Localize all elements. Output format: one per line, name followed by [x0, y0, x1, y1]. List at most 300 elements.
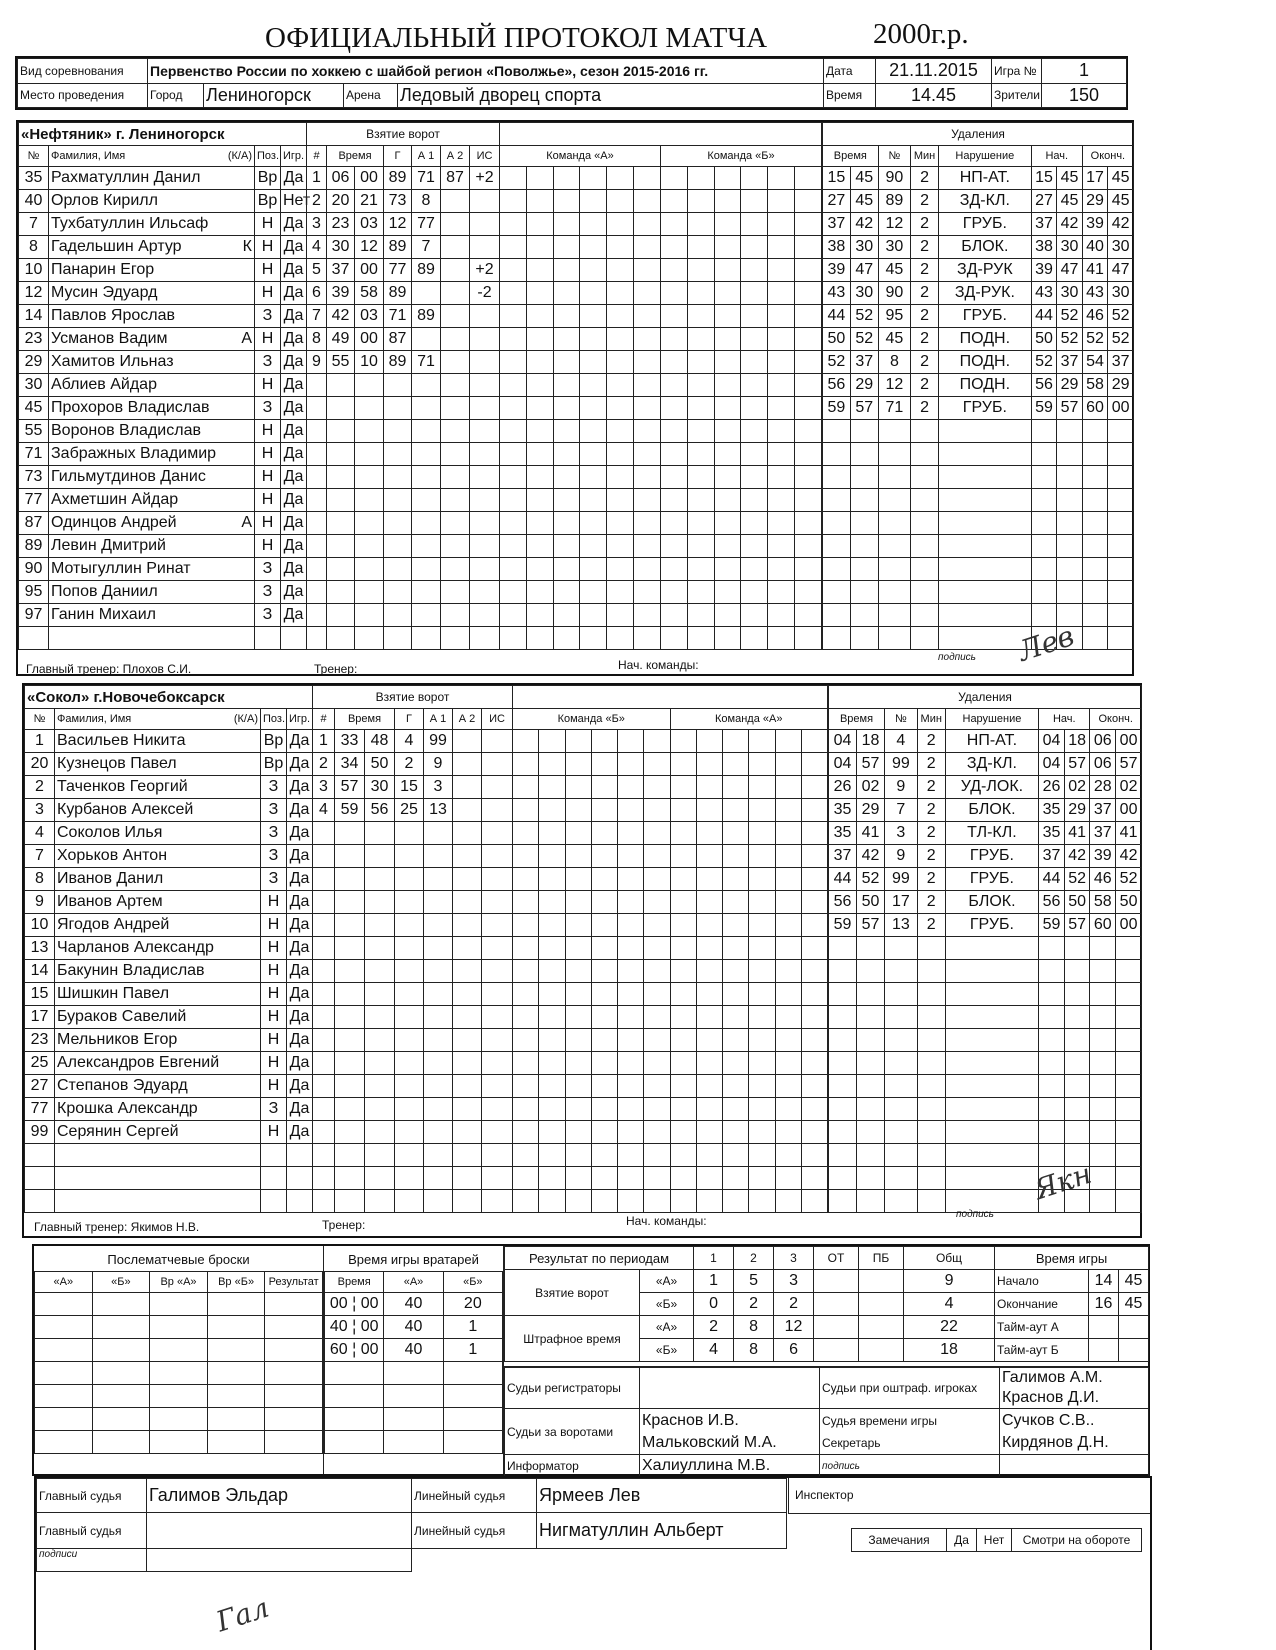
- empty-cell: [618, 1052, 644, 1075]
- penalty-n: 12: [878, 374, 910, 397]
- player-row: [25, 1121, 313, 1144]
- empty-cell: [565, 937, 591, 960]
- player-plays: Да: [281, 167, 307, 190]
- empty-cell: [768, 512, 795, 535]
- empty-cell: [775, 937, 801, 960]
- goal-a2: [441, 305, 470, 328]
- empty-cell: [539, 1098, 565, 1121]
- empty-cell: [917, 1190, 945, 1213]
- time-separator: ¦: [347, 1295, 361, 1312]
- penalty-row: [823, 282, 1134, 305]
- player-name: [49, 351, 255, 374]
- empty-cell: [885, 1098, 918, 1121]
- empty-cell: [823, 535, 851, 558]
- player-name-text: Усманов Вадим: [51, 330, 168, 347]
- empty-cell: [335, 1098, 365, 1121]
- empty-cell: [723, 1190, 749, 1213]
- empty-cell: [313, 1167, 335, 1190]
- empty-cell: [500, 351, 527, 374]
- player-plays: Да: [287, 1075, 313, 1098]
- empty-cell: [565, 1167, 591, 1190]
- empty-cell: [607, 397, 634, 420]
- empty-cell: [775, 868, 801, 891]
- penalty-row: [823, 558, 1134, 581]
- empty-cell: [795, 236, 822, 259]
- empty-cell: [539, 868, 565, 891]
- goal-row: [313, 1144, 513, 1167]
- empty-cell: [580, 305, 607, 328]
- penalty-min: 2: [911, 259, 939, 282]
- empty-cell: [526, 604, 553, 627]
- penalty-v: УД-ЛОК.: [945, 776, 1038, 799]
- empty-cell: [878, 512, 910, 535]
- goal-is: -2: [470, 282, 500, 305]
- penalty-tm: 35: [829, 822, 857, 845]
- empty-cell: [335, 937, 365, 960]
- empty-cell: [35, 1316, 93, 1339]
- empty-cell: [424, 1144, 453, 1167]
- empty-cell: [607, 420, 634, 443]
- empty-cell: [660, 213, 687, 236]
- empty-cell: [1082, 512, 1108, 535]
- player-name: [55, 753, 261, 776]
- main-ref-label-2: Главный судья: [37, 1513, 147, 1549]
- empty-cell: [35, 1385, 93, 1408]
- empty-cell: [513, 1190, 539, 1213]
- penalty-n: 9: [885, 776, 918, 799]
- penalty-row: [829, 960, 1142, 983]
- empty-cell: [660, 374, 687, 397]
- penalty-ts: 52: [850, 305, 878, 328]
- empty-cell: [1082, 443, 1108, 466]
- penalty-row: [829, 983, 1142, 1006]
- col-p-viol: Нарушение: [938, 146, 1031, 167]
- empty-cell: [591, 730, 617, 753]
- empty-cell: [857, 1029, 885, 1052]
- goal-a2: [441, 259, 470, 282]
- col-g-is: ИС: [470, 146, 500, 167]
- empty-cell: [1064, 1006, 1090, 1029]
- empty-cell: [35, 1431, 93, 1454]
- period-value: 12: [774, 1316, 814, 1339]
- player-row: [19, 489, 307, 512]
- player-plays: Да: [281, 489, 307, 512]
- empty-cell: [424, 845, 453, 868]
- goal-s: 00: [355, 259, 384, 282]
- empty-cell: [1082, 581, 1108, 604]
- empty-cell: [526, 374, 553, 397]
- empty-cell: [526, 236, 553, 259]
- penalty-tm: 37: [829, 845, 857, 868]
- empty-cell: [1039, 1029, 1065, 1052]
- empty-cell: [687, 535, 714, 558]
- empty-cell: [823, 466, 851, 489]
- empty-cell: [580, 259, 607, 282]
- empty-cell: [539, 1029, 565, 1052]
- empty-cell: [618, 1006, 644, 1029]
- penalty-sm: 35: [1039, 822, 1065, 845]
- empty-cell: [660, 282, 687, 305]
- empty-cell: [618, 983, 644, 1006]
- empty-cell: [580, 351, 607, 374]
- empty-cell: [801, 891, 827, 914]
- empty-cell: [365, 960, 395, 983]
- penalty-min: 2: [917, 730, 945, 753]
- empty-cell: [591, 1190, 617, 1213]
- empty-cell: [1108, 581, 1134, 604]
- period-value: [859, 1293, 904, 1316]
- empty-cell: [823, 443, 851, 466]
- empty-cell: [670, 1052, 696, 1075]
- goal-row: [313, 1075, 513, 1098]
- empty-cell: [335, 1121, 365, 1144]
- goal-is: +2: [470, 167, 500, 190]
- empty-cell: [441, 558, 470, 581]
- player-name: [49, 397, 255, 420]
- empty-cell: [1039, 960, 1065, 983]
- empty-cell: [327, 397, 355, 420]
- goal-row: [313, 845, 513, 868]
- period-col: ОТ: [814, 1247, 859, 1270]
- penalty-tm: 43: [823, 282, 851, 305]
- empty-cell: [714, 167, 741, 190]
- goal-m: 55: [327, 351, 355, 374]
- goal-row: [313, 1006, 513, 1029]
- empty-cell: [441, 489, 470, 512]
- empty-cell: [482, 914, 513, 937]
- player-plays: Да: [281, 282, 307, 305]
- empty-cell: [424, 983, 453, 1006]
- empty-cell: [850, 535, 878, 558]
- player-name: [55, 1098, 261, 1121]
- empty-cell: [453, 937, 482, 960]
- goal-m: 59: [335, 799, 365, 822]
- empty-cell: [313, 937, 335, 960]
- penalty-n: 45: [878, 259, 910, 282]
- empty-cell: [741, 374, 768, 397]
- player-number: 90: [19, 558, 49, 581]
- empty-cell: [565, 822, 591, 845]
- empty-cell: [634, 282, 661, 305]
- empty-cell: [801, 1121, 827, 1144]
- empty-cell: [591, 1075, 617, 1098]
- empty-cell: [553, 535, 580, 558]
- empty-cell: [539, 937, 565, 960]
- empty-cell: [441, 374, 470, 397]
- empty-cell: [580, 213, 607, 236]
- player-number: 30: [19, 374, 49, 397]
- empty-cell: [670, 868, 696, 891]
- lineup-row: [513, 822, 828, 845]
- empty-cell: [482, 1098, 513, 1121]
- empty-cell: [660, 512, 687, 535]
- player-number: 89: [19, 535, 49, 558]
- empty-cell: [307, 397, 327, 420]
- empty-cell: [885, 1006, 918, 1029]
- penalty-em: 60: [1090, 914, 1116, 937]
- penalty-ts: 41: [857, 822, 885, 845]
- player-position: Н: [255, 374, 281, 397]
- player-name-text: Бураков Савелий: [57, 1008, 187, 1025]
- time-separator: ¦: [347, 1318, 361, 1335]
- empty-cell: [265, 1293, 323, 1316]
- penalty-row: [823, 466, 1134, 489]
- period-value: [814, 1293, 859, 1316]
- empty-cell: [500, 190, 527, 213]
- empty-cell: [207, 1316, 265, 1339]
- goalie-time-sec: 00: [360, 1318, 379, 1335]
- penalty-min: 2: [917, 845, 945, 868]
- penalty-min: 2: [917, 891, 945, 914]
- empty-cell: [580, 535, 607, 558]
- empty-cell: [829, 937, 857, 960]
- empty-cell: [424, 1052, 453, 1075]
- player-name-text: Шишкин Павел: [57, 985, 170, 1002]
- lineup-row: [500, 374, 822, 397]
- goal-a2: [441, 328, 470, 351]
- penalty-es: 29: [1108, 374, 1134, 397]
- col-g-a2: А 2: [453, 709, 482, 730]
- lineup-row: [500, 167, 822, 190]
- empty-cell: [696, 1190, 722, 1213]
- shootout-row: [35, 1385, 323, 1408]
- empty-cell: [801, 914, 827, 937]
- empty-cell: [857, 1121, 885, 1144]
- penalty-ss: 42: [1057, 213, 1083, 236]
- penalty-sm: 59: [1039, 914, 1065, 937]
- empty-cell: [526, 282, 553, 305]
- empty-cell: [723, 730, 749, 753]
- empty-cell: [513, 1029, 539, 1052]
- empty-cell: [768, 374, 795, 397]
- goal-a2: [441, 236, 470, 259]
- player-position: Н: [261, 1006, 287, 1029]
- goal-m: 42: [327, 305, 355, 328]
- empty-cell: [92, 1293, 150, 1316]
- empty-cell: [660, 604, 687, 627]
- empty-cell: [365, 1167, 395, 1190]
- player-position: Н: [255, 282, 281, 305]
- empty-cell: [775, 1167, 801, 1190]
- empty-cell: [513, 1098, 539, 1121]
- empty-cell: [823, 489, 851, 512]
- penalty-em: 29: [1082, 190, 1108, 213]
- arena: Ледовый дворец спорта: [398, 83, 824, 108]
- empty-cell: [1031, 489, 1057, 512]
- empty-cell: [424, 1029, 453, 1052]
- empty-cell: [335, 1190, 365, 1213]
- remarks-no[interactable]: Нет: [977, 1529, 1012, 1552]
- empty-cell: [1039, 1121, 1065, 1144]
- player-name: [55, 891, 261, 914]
- empty-cell: [355, 604, 384, 627]
- periods-title: Результат по периодам: [505, 1247, 694, 1270]
- empty-cell: [660, 259, 687, 282]
- empty-cell: [1108, 535, 1134, 558]
- empty-cell: [261, 1190, 287, 1213]
- period-value: 18: [904, 1339, 995, 1362]
- empty-cell: [591, 983, 617, 1006]
- player-number: 8: [19, 236, 49, 259]
- empty-cell: [500, 236, 527, 259]
- player-role: К: [242, 238, 252, 255]
- empty-cell: [55, 1167, 261, 1190]
- lineup-row: [513, 753, 828, 776]
- penalty-es: 30: [1108, 236, 1134, 259]
- empty-cell: [482, 1167, 513, 1190]
- team1-penalties: [822, 122, 1134, 650]
- col-ka: (К/А): [233, 713, 258, 725]
- goal-s: 30: [365, 776, 395, 799]
- empty-cell: [795, 259, 822, 282]
- goalie-b: 20: [443, 1293, 502, 1316]
- goal-m: 20: [327, 190, 355, 213]
- empty-cell: [395, 914, 424, 937]
- player-name: [55, 868, 261, 891]
- empty-cell: [92, 1339, 150, 1362]
- empty-cell: [1039, 1144, 1065, 1167]
- player-row: [25, 914, 313, 937]
- empty-cell: [313, 1075, 335, 1098]
- empty-cell: [795, 581, 822, 604]
- empty-cell: [749, 983, 775, 1006]
- penalty-ts: 52: [850, 328, 878, 351]
- empty-cell: [591, 1029, 617, 1052]
- goalie-time-row: [325, 1408, 503, 1431]
- player-name: [55, 845, 261, 868]
- empty-cell: [553, 443, 580, 466]
- lineup-row: [500, 627, 822, 650]
- empty-cell: [714, 236, 741, 259]
- player-name-text: Соколов Илья: [57, 824, 163, 841]
- main-ref-2: [147, 1513, 412, 1549]
- player-plays: Да: [287, 960, 313, 983]
- empty-cell: [335, 914, 365, 937]
- penalty-n: 89: [878, 190, 910, 213]
- empty-cell: [917, 1029, 945, 1052]
- penalty-n: 12: [878, 213, 910, 236]
- penalty-es: 00: [1116, 799, 1142, 822]
- empty-cell: [768, 236, 795, 259]
- empty-cell: [565, 753, 591, 776]
- empty-cell: [1064, 937, 1090, 960]
- empty-cell: [885, 983, 918, 1006]
- col-g-num: #: [313, 709, 335, 730]
- empty-cell: [580, 558, 607, 581]
- empty-cell: [768, 558, 795, 581]
- empty-cell: [453, 1144, 482, 1167]
- period-value: [814, 1339, 859, 1362]
- empty-cell: [607, 489, 634, 512]
- empty-cell: [395, 845, 424, 868]
- empty-cell: [526, 512, 553, 535]
- shootout-col: Вр «А»: [150, 1272, 208, 1293]
- goal-g: 71: [384, 305, 412, 328]
- empty-cell: [644, 799, 670, 822]
- empty-cell: [670, 960, 696, 983]
- col-p-time: Время: [823, 146, 879, 167]
- penalty-n: 45: [878, 328, 910, 351]
- goalie-a: 40: [384, 1293, 443, 1316]
- empty-cell: [775, 983, 801, 1006]
- empty-cell: [749, 1006, 775, 1029]
- col-p-min: Мин: [911, 146, 939, 167]
- empty-cell: [327, 581, 355, 604]
- player-name: [49, 190, 255, 213]
- empty-cell: [945, 1144, 1038, 1167]
- empty-cell: [829, 1144, 857, 1167]
- empty-cell: [749, 1190, 775, 1213]
- col-team-b: Команда «Б»: [513, 709, 671, 730]
- period-value: 6: [774, 1339, 814, 1362]
- empty-cell: [513, 1075, 539, 1098]
- team2-penalties: [828, 685, 1142, 1213]
- shootout-title: Послематчевые броски: [107, 1252, 250, 1267]
- goal-row: [307, 397, 500, 420]
- empty-cell: [453, 1190, 482, 1213]
- penalty-tm: 04: [829, 730, 857, 753]
- period-value: 8: [734, 1339, 774, 1362]
- inspector-box: [788, 1478, 1150, 1514]
- lineup-row: [513, 1121, 828, 1144]
- empty-cell: [500, 397, 527, 420]
- period-col: 1: [694, 1247, 734, 1270]
- empty-cell: [500, 443, 527, 466]
- lineup-row: [500, 328, 822, 351]
- empty-cell: [539, 914, 565, 937]
- empty-cell: [591, 1121, 617, 1144]
- empty-cell: [365, 1006, 395, 1029]
- penalty-row: [829, 1098, 1142, 1121]
- player-number: 87: [19, 512, 49, 535]
- empty-cell: [327, 627, 355, 650]
- empty-cell: [644, 1167, 670, 1190]
- goalie-time-value: [325, 1339, 384, 1362]
- remarks-yes[interactable]: Да: [947, 1529, 977, 1552]
- player-plays: Да: [287, 1121, 313, 1144]
- inspector-label: Инспектор: [795, 1488, 854, 1502]
- empty-cell: [696, 1052, 722, 1075]
- penalty-v: ГРУБ.: [945, 845, 1038, 868]
- player-name-text: Забражных Владимир: [51, 445, 217, 462]
- team1-name: «Нефтяник» г. Лениногорск: [19, 123, 307, 146]
- player-name-text: Аблиев Айдар: [51, 376, 157, 393]
- empty-cell: [795, 328, 822, 351]
- empty-cell: [553, 236, 580, 259]
- player-name-text: Гадельшин Артур: [51, 238, 182, 255]
- empty-cell: [670, 730, 696, 753]
- empty-cell: [482, 1052, 513, 1075]
- player-position: Н: [261, 1121, 287, 1144]
- empty-cell: [885, 1144, 918, 1167]
- penalty-ss: 52: [1064, 868, 1090, 891]
- empty-cell: [829, 1121, 857, 1144]
- goal-a1: [412, 328, 441, 351]
- empty-cell: [945, 1006, 1038, 1029]
- penalty-sm: 26: [1039, 776, 1065, 799]
- player-position: З: [261, 1098, 287, 1121]
- player-plays: Да: [281, 512, 307, 535]
- game-number: 1: [1042, 59, 1127, 84]
- player-name: [55, 1075, 261, 1098]
- penalty-es: 57: [1116, 753, 1142, 776]
- empty-cell: [539, 730, 565, 753]
- empty-cell: [1090, 983, 1116, 1006]
- empty-cell: [365, 914, 395, 937]
- empty-cell: [749, 1167, 775, 1190]
- player-row: [19, 305, 307, 328]
- penalty-row: [829, 937, 1142, 960]
